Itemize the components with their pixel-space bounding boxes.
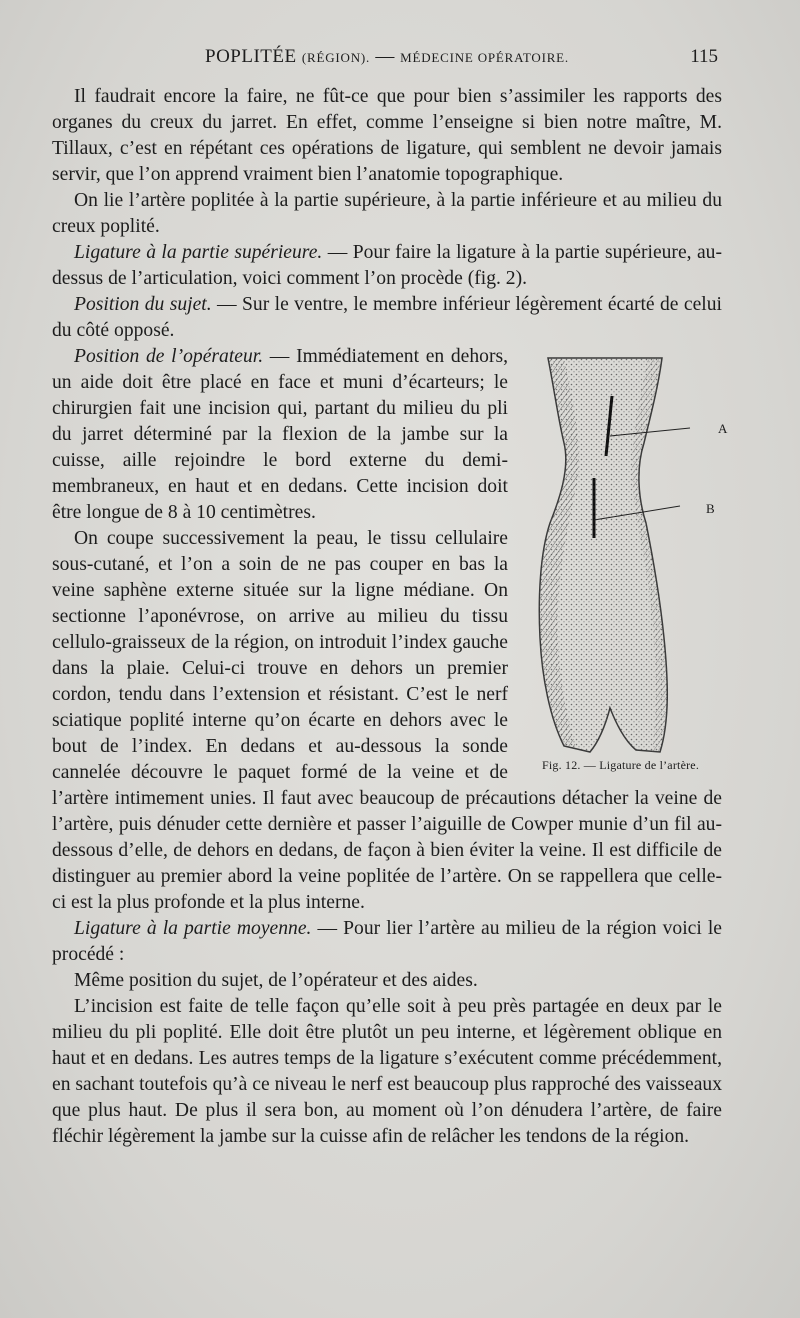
paragraph-text: — Sur le ventre, le membre inférieur légèrement écarté de celui du côté opposé. (52, 294, 722, 341)
section-lead: Position de l’opérateur. (74, 346, 264, 367)
paragraph-text: Même position du sujet, de l’opérateur et des aides. (74, 970, 478, 991)
paragraph-middle-ligature (52, 916, 722, 968)
paragraph-subject-position (52, 292, 722, 344)
paragraph-text: — Pour lier l’artère au milieu de la région voici le procédé : (52, 918, 722, 965)
paragraph-text: L’incision est faite de telle façon qu’elle soit à peu près partagée en deux par le milieu du pli poplité. Elle doit être plutôt un peu interne, et légèrement oblique en haut et en dedans. Les autres temps de la ligature s’exécutent comme précédemment, en sachant toutefois qu’à ce niveau le nerf est beaucoup plus rapproché des vaisseaux que plus haut. De plus il sera bon, au moment où l’on dénudera l’artère, de faire fléchir légèrement la jambe sur la cuisse afin de relâcher les tendons de la région. (52, 996, 722, 1147)
running-title (52, 46, 722, 68)
paragraph-text: On lie l’artère poplitée à la partie supérieure, à la partie inférieure et au milieu du creux poplité. (52, 190, 722, 237)
paragraph-text: — Immédiatement en dehors, un aide doit être placé en face et muni d’écarteurs; le chirurgien fait une incision qui, partant du milieu du pli du jarret déterminé par la flexion de la jambe sur la cuisse, aille rejoindre le bord externe du demi-membraneux, en haut et en dedans. Cette incision doit être longue de 8 à 10 centimètres. (52, 346, 508, 523)
section-lead: Ligature à la partie supérieure. (74, 242, 323, 263)
page-number: 115 (690, 46, 718, 67)
figure-label-b: B (706, 501, 715, 516)
body-text (52, 84, 728, 1150)
leg-illustration (520, 348, 730, 778)
paragraph-upper-ligature (52, 240, 722, 292)
paragraph-same-position (52, 968, 722, 994)
running-header (52, 46, 722, 76)
title-main: POPLITÉE (205, 46, 297, 67)
section-lead: Position du sujet. (74, 294, 212, 315)
title-dash: — (375, 46, 395, 67)
figure-caption: Fig. 12. — Ligature de l’artère. (542, 758, 700, 772)
section-lead: Ligature à la partie moyenne. (74, 918, 312, 939)
paragraph-sites (52, 188, 722, 240)
title-region: (RÉGION). (301, 50, 371, 65)
paragraph-intro (52, 84, 722, 188)
figure-label-a: A (718, 421, 728, 436)
paragraph-text: On coupe successivement la peau, le tissu cellulaire sous-cutané, et l’on a soin de ne pas couper en bas la veine saphène externe située sur la ligne médiane. On sectionne l’aponévrose, on arrive au milieu du tissu cellulo-graisseux de la région, on introduit l’index gauche dans la plaie. Celui-ci trouve en dehors un premier cordon, tendu dans l’extension et résistant. C’est le nerf sciatique poplité interne qu’on écarte en dehors avec le bout de l’index. En dedans et au-dessous la sonde cannelée découvre le paquet formé de la veine et de l’artère intimement unies. Il faut avec beaucoup de précautions détacher la veine de l’artère, puis dénuder cette dernière et passer l’aiguille de Cowper munie d’un fil au-dessous d’elle, de dehors en dedans, de façon à bien éviter la veine. Il est difficile de distinguer au premier abord la veine poplitée de l’artère. On se rappellera que celle-ci est la plus profonde et la plus interne. (52, 528, 722, 913)
paragraph-incision-details (52, 994, 722, 1150)
title-section: MÉDECINE OPÉRATOIRE. (400, 50, 569, 65)
figure (520, 348, 730, 778)
paragraph-text: Il faudrait encore la faire, ne fût-ce que pour bien s’assimiler les rapports des organes du creux du jarret. En effet, comme l’enseigne si bien notre maître, M. Tillaux, c’est en répétant ces opérations de ligature, qui semblent ne devoir jamais servir, que l’on apprend vraiment bien l’anatomie topographique. (52, 86, 722, 185)
paragraph-text: — Pour faire la ligature à la partie supérieure, au-dessus de l’articulation, voici comment l’on procède (fig. 2). (52, 242, 722, 289)
